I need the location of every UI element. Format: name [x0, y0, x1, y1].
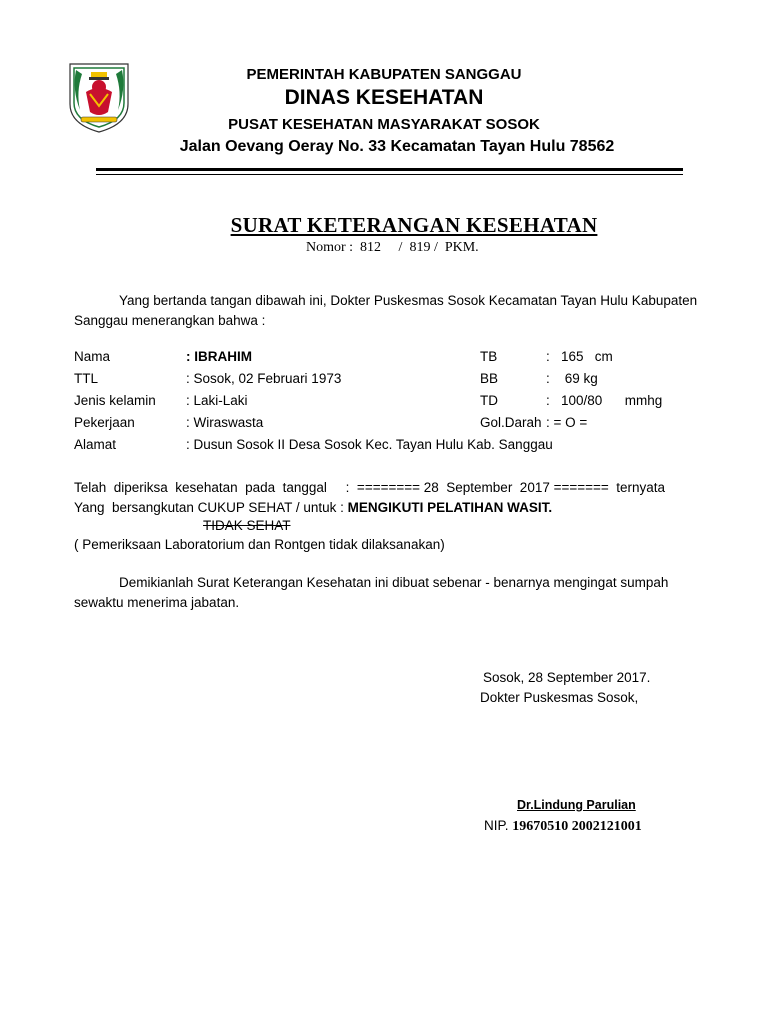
signer-name: Dr.Lindung Parulian [517, 798, 636, 812]
address: Jalan Oevang Oeray No. 33 Kecamatan Tayan Hulu 78562 [179, 138, 615, 155]
occupation-label: Pekerjaan [74, 415, 135, 430]
header-divider [96, 168, 683, 171]
intro-line-2: Sanggau menerangkan bahwa : [74, 313, 266, 328]
signer-role: Dokter Puskesmas Sosok, [480, 690, 639, 705]
closing-line-2: sewaktu menerima jabatan. [74, 595, 240, 610]
document-number: Nomor : 812 / 819 / PKM. [306, 240, 479, 255]
gender-value: : Laki-Laki [186, 393, 248, 408]
government-name: PEMERINTAH KABUPATEN SANGGAU [246, 66, 522, 83]
gender-label: Jenis kelamin [74, 393, 156, 408]
nip-label: NIP. [484, 818, 513, 833]
unfit-struck-text: TIDAK SEHAT [203, 518, 291, 533]
exam-result-prefix: Yang bersangkutan CUKUP SEHAT / untuk : [74, 500, 348, 515]
blood-type-value: : = O = [546, 415, 588, 430]
birth-value: : Sosok, 02 Februari 1973 [186, 371, 342, 386]
nip-line [484, 818, 642, 835]
blood-pressure-value: : 100/80 mmhg [546, 393, 663, 408]
agency-name: DINAS KESEHATAN [284, 86, 484, 109]
lab-note: ( Pemeriksaan Laboratorium dan Rontgen tidak dilaksanakan) [74, 537, 445, 552]
weight-value: : 69 kg [546, 371, 598, 386]
exam-date-line: Telah diperiksa kesehatan pada tanggal : ======== 28 September 2017 ======= ternyata [74, 480, 666, 495]
header-divider-thin [96, 174, 683, 175]
place-date: Sosok, 28 September 2017. [483, 670, 651, 685]
occupation-value: : Wiraswasta [186, 415, 264, 430]
name-label: Nama [74, 349, 111, 364]
nip-value: 19670510 2002121001 [512, 819, 642, 834]
health-center-name: PUSAT KESEHATAN MASYARAKAT SOSOK [228, 116, 540, 133]
height-value: : 165 cm [546, 349, 613, 364]
height-label: TB [480, 349, 498, 364]
weight-label: BB [480, 371, 499, 386]
address-label: Alamat [74, 437, 117, 452]
blood-pressure-label: TD [480, 393, 498, 408]
birth-label: TTL [74, 371, 99, 386]
document-title: SURAT KETERANGAN KESEHATAN [230, 213, 598, 237]
name-value: : IBRAHIM [186, 349, 252, 364]
blood-type-label: Gol.Darah [480, 415, 542, 430]
exam-purpose: MENGIKUTI PELATIHAN WASIT. [347, 500, 553, 515]
address-value: : Dusun Sosok II Desa Sosok Kec. Tayan Hulu Kab. Sanggau [186, 437, 553, 452]
exam-result-line [74, 500, 552, 515]
intro-line-1: Yang bertanda tangan dibawah ini, Dokter Puskesmas Sosok Kecamatan Tayan Hulu Kabupaten [119, 293, 698, 308]
closing-line-1: Demikianlah Surat Keterangan Kesehatan ini dibuat sebenar - benarnya mengingat sumpah [119, 575, 669, 590]
